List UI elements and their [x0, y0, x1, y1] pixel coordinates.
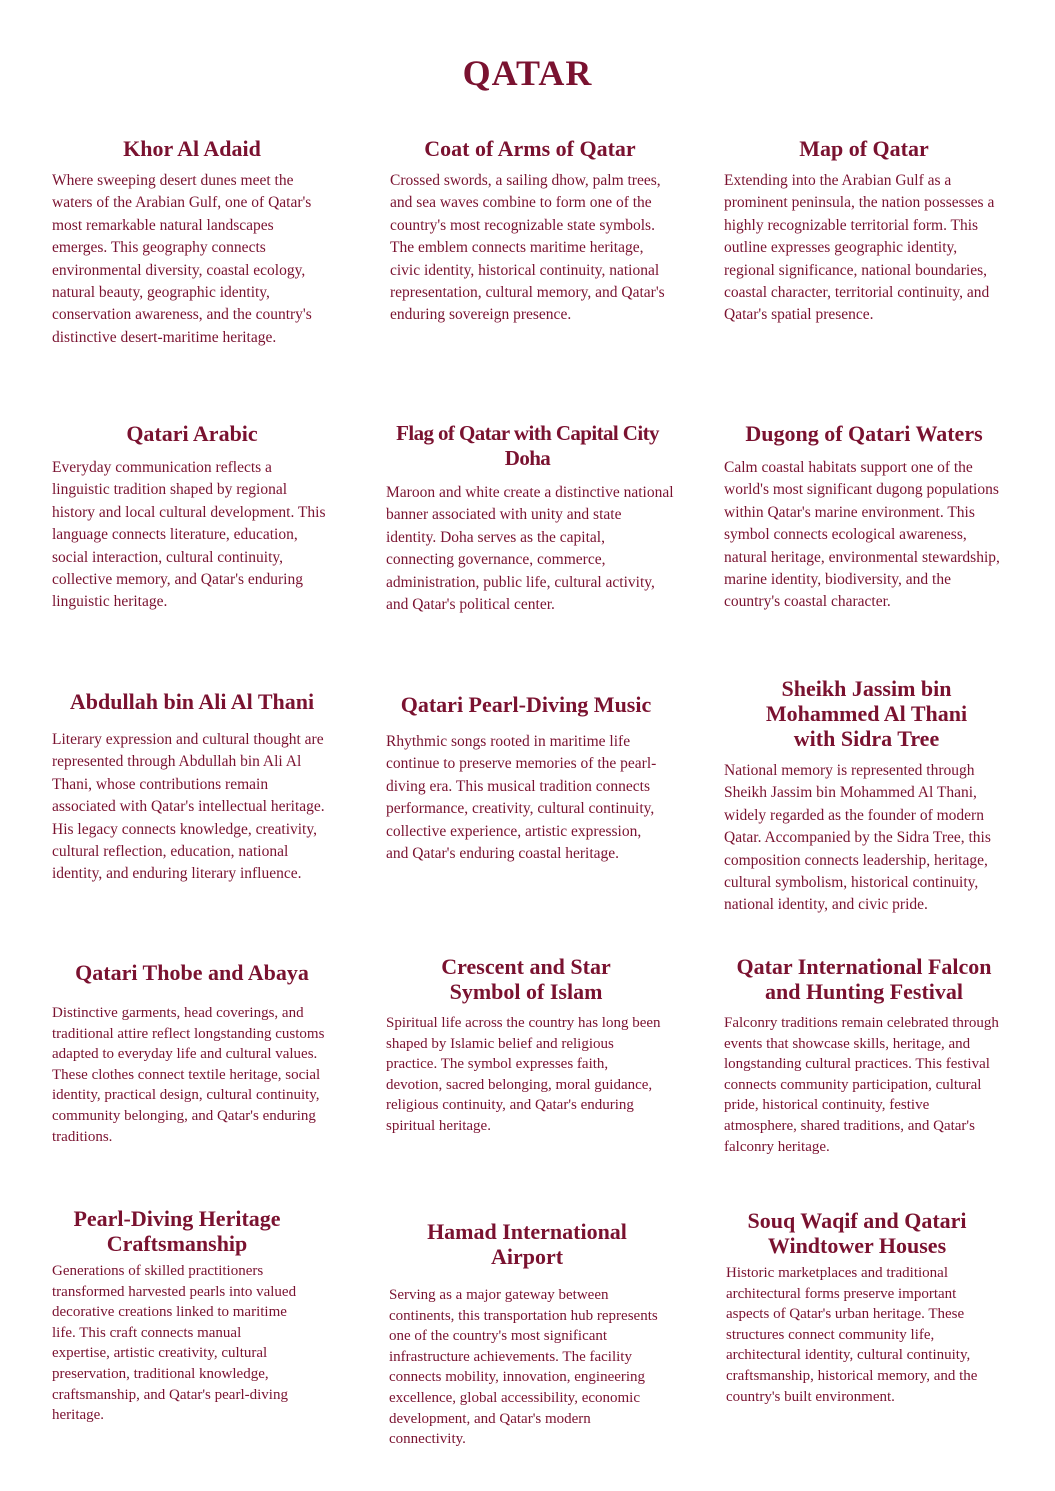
- section-heading: Map of Qatar: [799, 136, 929, 161]
- section-heading: Crescent and Star Symbol of Islam: [441, 954, 611, 1004]
- section-body: National memory is represented through Sheikh Jassim bin Mohammed Al Thani, widely regarded as the founder of modern Qatar. Accompanied by the Sidra Tree, this composition connects leadership, heritage, cultural symbolism, historical continuity, national identity, and civic pride.: [724, 762, 991, 914]
- section-body: Calm coastal habitats support one of the world's most significant dugong populations within Qatar's marine environment. This symbol connects ecological awareness, natural heritage, environmental stewardship, marine identity, biodiversity, and the country's coastal character.: [724, 459, 1000, 611]
- section-falcon-festival: [724, 954, 1004, 1157]
- page-title: QATAR: [462, 53, 593, 93]
- section-heading: Coat of Arms of Qatar: [424, 136, 636, 161]
- section-body: Extending into the Arabian Gulf as a prominent peninsula, the nation possesses a highly recognizable territorial form. This outline expresses geographic identity, regional significance, national boundaries, coastal character, territorial continuity, and Qatar's spatial presence.: [724, 172, 995, 324]
- section-body: Rhythmic songs rooted in maritime life continue to preserve memories of the pearl-diving era. This musical tradition connects performance, creativity, cultural continuity, collective experience, artistic expression, and Qatar's enduring coastal heritage.: [386, 733, 657, 863]
- section-abdullah-bin-ali: [52, 689, 332, 886]
- section-heading: Pearl-Diving Heritage Craftsmanship: [73, 1206, 281, 1256]
- section-crescent-and-star: [386, 954, 666, 1137]
- section-pearl-diving-craftsmanship: [52, 1206, 302, 1426]
- section-heading: Flag of Qatar with Capital City Doha: [396, 421, 659, 470]
- section-heading: Dugong of Qatari Waters: [745, 421, 983, 446]
- section-sheikh-jassim: [724, 676, 1009, 917]
- section-body: Everyday communication reflects a linguistic tradition shaped by regional history and local cultural development. This language connects literature, education, social interaction, cultural continuity, collective memory, and Qatar's enduring linguistic heritage.: [52, 459, 326, 611]
- section-body: Falconry traditions remain celebrated through events that showcase skills, heritage, and longstanding cultural practices. This festival connects community participation, cultural pride, historical continuity, festive atmosphere, shared traditions, and Qatar's falconry heritage.: [724, 1015, 999, 1155]
- section-heading: Qatari Pearl-Diving Music: [400, 692, 652, 717]
- section-heading: Abdullah bin Ali Al Thani: [69, 689, 315, 714]
- section-heading: Qatari Thobe and Abaya: [75, 960, 309, 985]
- section-body: Literary expression and cultural thought are represented through Abdullah bin Ali Al Thani, whose contributions remain associated with Qatar's intellectual heritage. His legacy connects knowledge, creativity, cultural reflection, education, national identity, and enduring literary influence.: [52, 731, 325, 883]
- section-heading: Sheikh Jassim bin Mohammed Al Thani with Sidra Tree: [765, 676, 968, 751]
- section-body: Maroon and white create a distinctive national banner associated with unity and state identity. Doha serves as the capital, connecting governance, commerce, administration, public life, cultural activity, and Qatar's political center.: [386, 484, 674, 614]
- section-body: Serving as a major gateway between continents, this transportation hub represents one of the country's most significant infrastructure achievements. The facility connects mobility, innovation, engineering excellence, global accessibility, economic development, and Qatar's modern connectivity.: [389, 1287, 658, 1448]
- section-heading: Souq Waqif and Qatari Windtower Houses: [747, 1208, 967, 1258]
- section-body: Generations of skilled practitioners transformed harvested pearls into valued decorative creations linked to maritime life. This craft connects manual expertise, artistic creativity, cultural preservation, traditional knowledge, craftsmanship, and Qatar's pearl-diving heritage.: [52, 1263, 297, 1424]
- section-coat-of-arms: [390, 136, 670, 327]
- section-heading: Khor Al Adaid: [123, 136, 261, 161]
- section-hamad-airport: [389, 1219, 665, 1450]
- section-dugong: [724, 421, 1004, 614]
- section-qatari-arabic: [52, 421, 332, 614]
- section-body: Spiritual life across the country has long been shaped by Islamic belief and religious practice. The symbol expresses faith, devotion, sacred belonging, moral guidance, religious continuity, and Qatar's enduring spiritual heritage.: [386, 1015, 661, 1134]
- section-souq-waqif: [726, 1208, 988, 1407]
- section-heading: Hamad International Airport: [427, 1219, 627, 1269]
- section-thobe-and-abaya: [52, 960, 332, 1147]
- section-body: Distinctive garments, head coverings, and traditional attire reflect longstanding customs adapted to everyday life and cultural values. These clothes connect textile heritage, social identity, practical design, cultural continuity, community belonging, and Qatar's enduring traditions.: [52, 1005, 325, 1145]
- section-flag-of-qatar: [380, 421, 675, 616]
- section-pearl-diving-music: [386, 692, 666, 865]
- section-body: Historic marketplaces and traditional architectural forms preserve important aspects of Qatar's urban heritage. These structures connect community life, architectural identity, cultural continuity, craftsmanship, historical memory, and the country's built environment.: [726, 1265, 978, 1405]
- section-map-of-qatar: [724, 136, 1004, 327]
- section-body: Crossed swords, a sailing dhow, palm trees, and sea waves combine to form one of the country's most recognizable state symbols. The emblem connects maritime heritage, civic identity, historical continuity, national representation, cultural memory, and Qatar's enduring sovereign presence.: [390, 172, 665, 324]
- section-body: Where sweeping desert dunes meet the waters of the Arabian Gulf, one of Qatar's most remarkable natural landscapes emerges. This geography connects environmental diversity, coastal ecology, natural beauty, geographic identity, conservation awareness, and the country's distinctive desert-maritime heritage.: [52, 172, 312, 346]
- section-heading: Qatar International Falcon and Hunting Festival: [736, 954, 992, 1004]
- section-heading: Qatari Arabic: [126, 421, 258, 446]
- section-khor-al-adaid: [52, 136, 332, 349]
